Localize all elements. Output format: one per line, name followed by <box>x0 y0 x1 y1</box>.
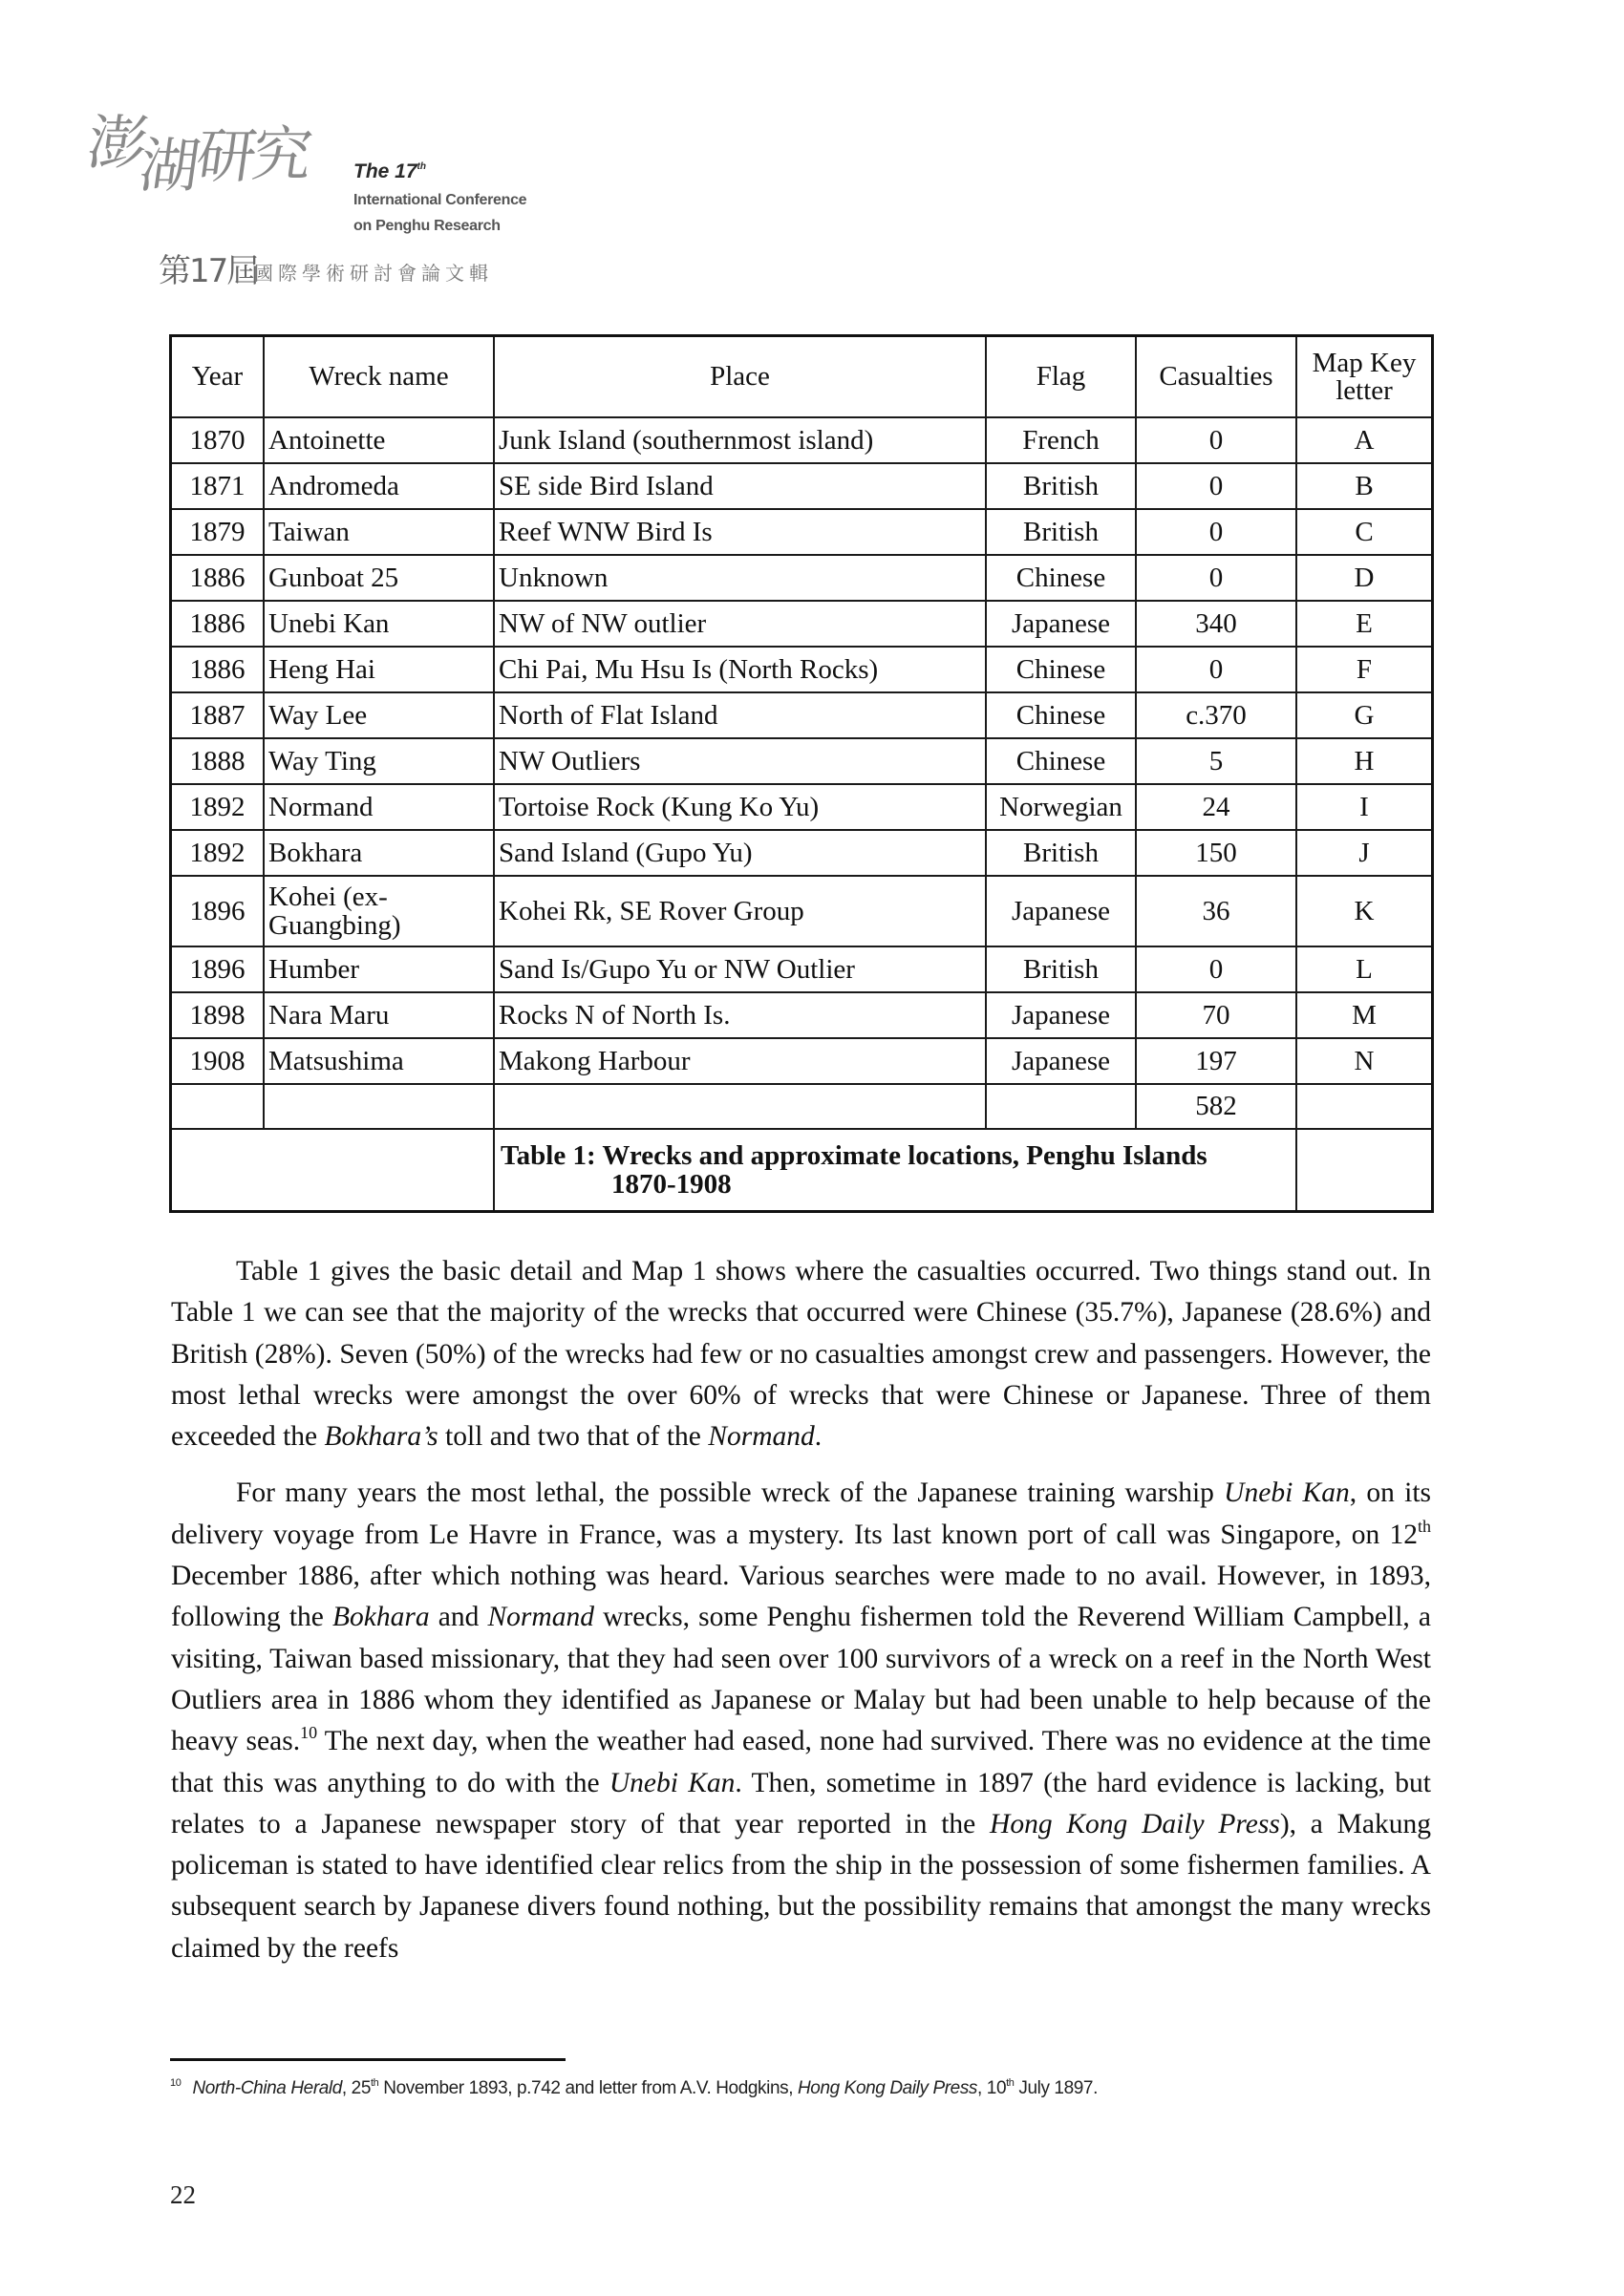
cell-wreck-name: Bokhara <box>264 830 494 876</box>
total-empty-cell <box>171 1084 265 1129</box>
cell-place: Kohei Rk, SE Rover Group <box>494 876 986 946</box>
header-casualties: Casualties <box>1136 336 1296 418</box>
total-row <box>171 1084 1433 1129</box>
text-run: . <box>814 1421 823 1453</box>
text-run: , 25 <box>341 2078 372 2098</box>
text-run: . Then, sometime in 1897 (the hard evidence is lacking, but relates to a Japanese newspaper story of that year reported in the <box>171 1767 1431 1839</box>
cell-flag: Chinese <box>986 738 1136 784</box>
cell-flag: British <box>986 463 1136 509</box>
text-run: Table 1 gives the basic detail and Map 1 shows where the casualties occurred. Two things stand out. In Table 1 we can see that the majority of the wrecks that occurred were Chinese (35.7%), Japanese (28.6%) and British (28%). Seven (50%) of the wrecks had few or no casualties amongst crew and passengers. However, the most lethal wrecks were amongst the over 60% of wrecks that were Chinese or Japanese. Three of them exceeded the <box>171 1256 1431 1453</box>
cell-map-key: D <box>1296 555 1433 601</box>
table-row <box>171 463 1433 509</box>
cell-flag: Norwegian <box>986 784 1136 830</box>
italic-ship-name: Normand <box>487 1602 594 1633</box>
table-row <box>171 647 1433 692</box>
body-text <box>171 1251 1431 1985</box>
cell-map-key: B <box>1296 463 1433 509</box>
cell-wreck-name: Andromeda <box>264 463 494 509</box>
caption-row <box>171 1129 1433 1212</box>
text-run: toll and two that of the <box>438 1421 709 1453</box>
logo-edition <box>353 160 426 183</box>
cell-map-key: M <box>1296 992 1433 1038</box>
table-row <box>171 692 1433 738</box>
cell-year: 1886 <box>171 647 265 692</box>
cell-map-key: J <box>1296 830 1433 876</box>
italic-ship-name: Unebi Kan <box>1224 1478 1350 1509</box>
cell-map-key: L <box>1296 946 1433 992</box>
text-run: November 1893, p.742 and letter from A.V. Hodgkins, <box>378 2078 798 2098</box>
header-flag: Flag <box>986 336 1136 418</box>
cell-flag: Japanese <box>986 601 1136 647</box>
cell-year: 1892 <box>171 830 265 876</box>
logo-edition-text: The 17 <box>353 160 417 182</box>
table-row <box>171 784 1433 830</box>
caption-line-2: 1870-1908 <box>611 1169 732 1200</box>
cell-casualties: 340 <box>1136 601 1296 647</box>
cell-wreck-name: Nara Maru <box>264 992 494 1038</box>
cell-flag: Chinese <box>986 555 1136 601</box>
cell-casualties: 0 <box>1136 647 1296 692</box>
cell-flag: Japanese <box>986 1038 1136 1084</box>
cell-place: Rocks N of North Is. <box>494 992 986 1038</box>
cell-casualties: 24 <box>1136 784 1296 830</box>
cell-year: 1886 <box>171 555 265 601</box>
cell-year: 1898 <box>171 992 265 1038</box>
cell-map-key: N <box>1296 1038 1433 1084</box>
cell-flag: British <box>986 509 1136 555</box>
cell-casualties: 150 <box>1136 830 1296 876</box>
text-run: wrecks, some Penghu fishermen told the Reverend William Campbell, a visiting, Taiwan based missionary, that they had seen over 100 survivors of a wreck on a reef in the North West Outliers area in 1886 whom they identified as Japanese or Malay but had been unable to help because of the heavy seas. <box>171 1602 1432 1757</box>
cell-map-key: E <box>1296 601 1433 647</box>
table-row <box>171 1038 1433 1084</box>
logo-conference-line1: International Conference <box>353 192 527 208</box>
cell-casualties: 36 <box>1136 876 1296 946</box>
cell-casualties: 0 <box>1136 555 1296 601</box>
table-row <box>171 509 1433 555</box>
total-empty-cell <box>986 1084 1136 1129</box>
text-run: ), a Makung policeman is stated to have identified clear relics from the ship in the possession of some fishermen families. A subsequent search by Japanese divers found nothing, but the possibility remains that amongst the many wrecks claimed by the reefs <box>171 1808 1431 1964</box>
footnote-separator <box>170 2058 566 2061</box>
cell-map-key: K <box>1296 876 1433 946</box>
text-run: July 1897. <box>1014 2078 1098 2098</box>
cell-map-key: H <box>1296 738 1433 784</box>
cell-casualties: c.370 <box>1136 692 1296 738</box>
cell-flag: Chinese <box>986 692 1136 738</box>
table-row <box>171 946 1433 992</box>
cell-place: Chi Pai, Mu Hsu Is (North Rocks) <box>494 647 986 692</box>
italic-ship-name: Bokhara <box>332 1602 430 1633</box>
cell-place: Unknown <box>494 555 986 601</box>
ordinal-suffix: th <box>1006 2077 1015 2089</box>
cell-casualties: 197 <box>1136 1038 1296 1084</box>
ordinal-suffix: th <box>1417 1516 1431 1536</box>
cell-casualties: 0 <box>1136 946 1296 992</box>
cell-year: 1879 <box>171 509 265 555</box>
conference-logo <box>83 96 585 296</box>
ordinal-suffix: th <box>371 2077 379 2089</box>
logo-char: 研 <box>192 121 258 191</box>
cell-casualties: 0 <box>1136 463 1296 509</box>
cell-wreck-name: Heng Hai <box>264 647 494 692</box>
cell-flag: Japanese <box>986 992 1136 1038</box>
cell-wreck-name: Antoinette <box>264 417 494 463</box>
cell-wreck-name: Kohei (ex-Guangbing) <box>264 876 494 946</box>
text-run: , on its delivery voyage from Le Havre in France, was a mystery. Its last known port of call was Singapore, on 12 <box>171 1478 1431 1550</box>
cell-place: Junk Island (southernmost island) <box>494 417 986 463</box>
cell-place: SE side Bird Island <box>494 463 986 509</box>
table-body <box>171 417 1433 1212</box>
total-empty-cell <box>264 1084 494 1129</box>
logo-cn-subtitle: 國際學術研討會論文輯 <box>254 262 493 285</box>
cell-flag: French <box>986 417 1136 463</box>
italic-publication: Hong Kong Daily Press <box>797 2078 978 2098</box>
footnote-10 <box>170 2078 1098 2099</box>
cell-map-key: G <box>1296 692 1433 738</box>
cell-place: Makong Harbour <box>494 1038 986 1084</box>
logo-edition-suffix: th <box>417 161 426 172</box>
cell-place: Tortoise Rock (Kung Ko Yu) <box>494 784 986 830</box>
table-row <box>171 417 1433 463</box>
cell-wreck-name: Gunboat 25 <box>264 555 494 601</box>
cell-map-key: A <box>1296 417 1433 463</box>
cell-flag: Chinese <box>986 647 1136 692</box>
header-wreck-name: Wreck name <box>264 336 494 418</box>
cell-year: 1896 <box>171 946 265 992</box>
cell-wreck-name: Humber <box>264 946 494 992</box>
paragraph-2 <box>171 1473 1431 1969</box>
logo-conference-line2: on Penghu Research <box>353 218 501 234</box>
page-number: 22 <box>170 2180 196 2209</box>
cell-casualties: 5 <box>1136 738 1296 784</box>
cell-flag: British <box>986 830 1136 876</box>
logo-calligraphy-title <box>82 101 316 201</box>
table-row <box>171 555 1433 601</box>
cell-wreck-name: Unebi Kan <box>264 601 494 647</box>
cell-place: Sand Is/Gupo Yu or NW Outlier <box>494 946 986 992</box>
italic-ship-name: Unebi Kan <box>609 1767 736 1798</box>
header-map-key: Map Key letter <box>1296 336 1433 418</box>
logo-char: 澎 <box>83 108 149 178</box>
italic-publication: Hong Kong Daily Press <box>990 1808 1280 1839</box>
table-header-row <box>171 336 1433 418</box>
logo-cn-edition: 第17屆 <box>159 252 258 290</box>
table-row <box>171 876 1433 946</box>
cell-wreck-name: Way Lee <box>264 692 494 738</box>
cell-flag: Japanese <box>986 876 1136 946</box>
cell-place: NW of NW outlier <box>494 601 986 647</box>
cell-map-key: F <box>1296 647 1433 692</box>
logo-char: 湖 <box>135 131 201 201</box>
cell-casualties: 0 <box>1136 417 1296 463</box>
cell-place: NW Outliers <box>494 738 986 784</box>
cell-casualties: 70 <box>1136 992 1296 1038</box>
cell-year: 1887 <box>171 692 265 738</box>
table-row <box>171 992 1433 1038</box>
caption-empty-left <box>171 1129 495 1212</box>
table-row <box>171 738 1433 784</box>
cell-year: 1908 <box>171 1038 265 1084</box>
italic-ship-name: Bokhara’s <box>324 1421 438 1453</box>
total-empty-cell <box>494 1084 986 1129</box>
cell-year: 1888 <box>171 738 265 784</box>
text-run: and <box>429 1602 488 1633</box>
total-casualties: 582 <box>1136 1084 1296 1129</box>
table-caption <box>494 1129 1296 1212</box>
cell-map-key: C <box>1296 509 1433 555</box>
text-run: For many years the most lethal, the possible wreck of the Japanese training warship <box>236 1478 1225 1509</box>
paragraph-1 <box>171 1251 1431 1457</box>
cell-wreck-name: Taiwan <box>264 509 494 555</box>
text-run: The next day, when the weather had eased, none had survived. There was no evidence at the time that this was anything to do with the <box>171 1726 1431 1798</box>
cell-place: Sand Island (Gupo Yu) <box>494 830 986 876</box>
caption-empty-right <box>1296 1129 1433 1212</box>
cell-place: Reef WNW Bird Is <box>494 509 986 555</box>
cell-year: 1896 <box>171 876 265 946</box>
footnote-mark: 10 <box>170 2077 182 2089</box>
header-year: Year <box>171 336 265 418</box>
footnote-reference[interactable]: 10 <box>300 1723 318 1743</box>
table-row <box>171 830 1433 876</box>
text-run: , 10 <box>977 2078 1007 2098</box>
cell-wreck-name: Normand <box>264 784 494 830</box>
cell-flag: British <box>986 946 1136 992</box>
total-empty-cell <box>1296 1084 1433 1129</box>
italic-publication: North-China Herald <box>192 2078 342 2098</box>
cell-wreck-name: Way Ting <box>264 738 494 784</box>
cell-year: 1892 <box>171 784 265 830</box>
cell-year: 1871 <box>171 463 265 509</box>
italic-ship-name: Normand <box>708 1421 815 1453</box>
cell-casualties: 0 <box>1136 509 1296 555</box>
caption-line-1: Table 1: Wrecks and approximate locations, Penghu Islands <box>501 1139 1207 1171</box>
cell-place: North of Flat Island <box>494 692 986 738</box>
cell-wreck-name: Matsushima <box>264 1038 494 1084</box>
logo-char: 究 <box>247 119 313 189</box>
text-run: December 1886, after which nothing was heard. Various searches were made to no avail. However, in 1893, following the <box>171 1561 1431 1633</box>
cell-year: 1870 <box>171 417 265 463</box>
wrecks-table <box>169 334 1434 1213</box>
header-place: Place <box>494 336 986 418</box>
cell-map-key: I <box>1296 784 1433 830</box>
table-row <box>171 601 1433 647</box>
cell-year: 1886 <box>171 601 265 647</box>
